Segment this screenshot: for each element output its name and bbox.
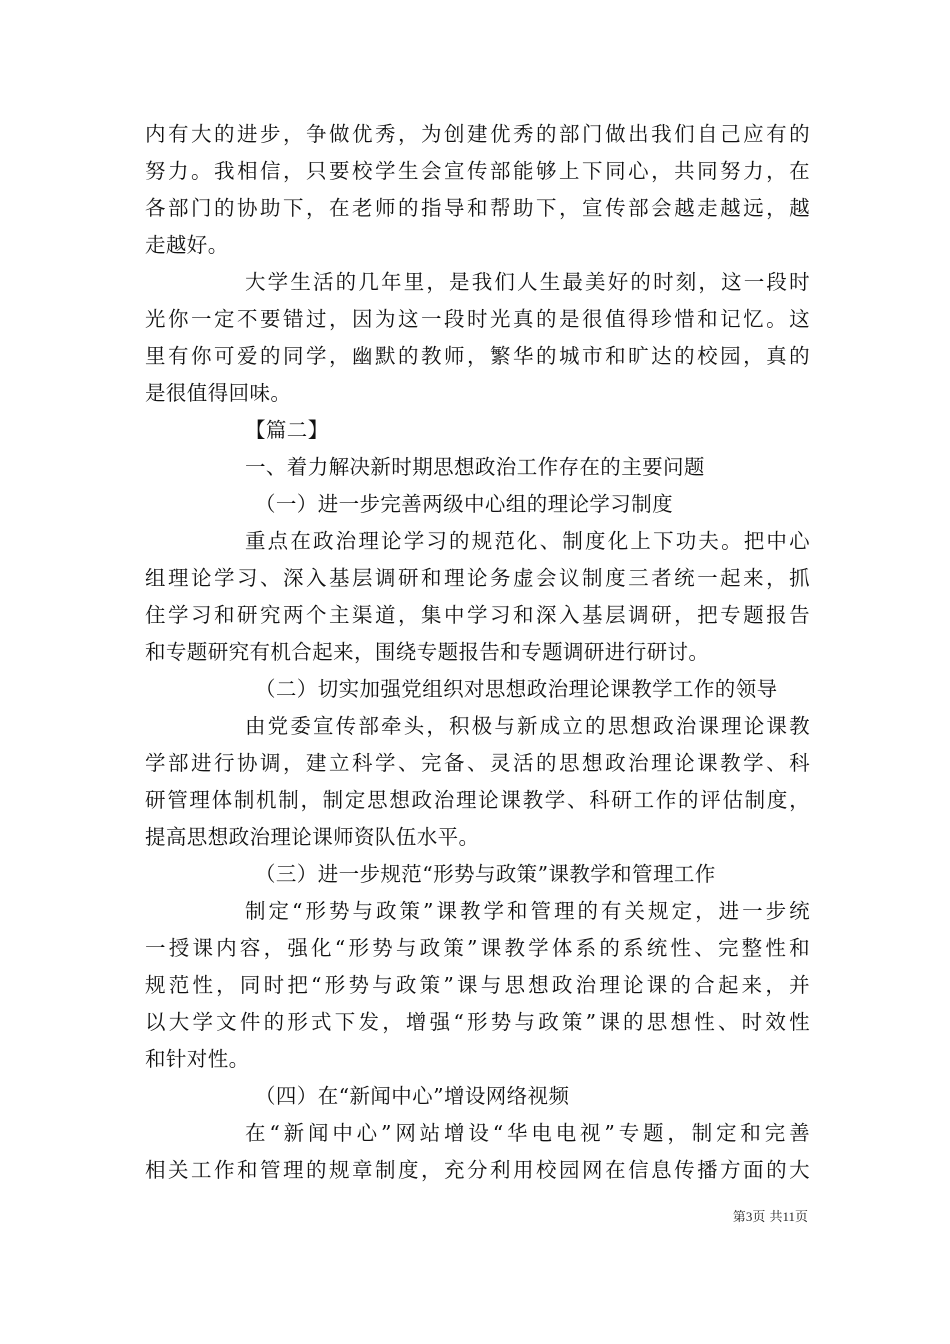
text-line: 由党委宣传部牵头，积极与新成立的思想政治课理论课教 bbox=[245, 714, 810, 738]
page-number-footer bbox=[733, 1208, 808, 1227]
text-line: 内有大的进步，争做优秀，为创建优秀的部门做出我们自己应有的 bbox=[145, 122, 810, 146]
text-line: 学部进行协调，建立科学、完备、灵活的思想政治理论课教学、科 bbox=[145, 751, 810, 775]
text-line: 努力。我相信，只要校学生会宣传部能够上下同心，共同努力，在 bbox=[145, 159, 810, 183]
text-line: 光你一定不要错过，因为这一段时光真的是很值得珍惜和记忆。这 bbox=[145, 307, 810, 331]
text-line: 各部门的协助下，在老师的指导和帮助下，宣传部会越走越远，越 bbox=[145, 196, 810, 220]
text-line: 大学生活的几年里，是我们人生最美好的时刻，这一段时 bbox=[245, 270, 810, 294]
paragraph-3 bbox=[145, 523, 810, 671]
subheading-4: （四）在“新闻中心”增设网络视频 bbox=[255, 1084, 570, 1108]
text-line: 提高思想政治理论课师资队伍水平。 bbox=[145, 825, 480, 849]
text-line: 住学习和研究两个主渠道，集中学习和深入基层调研，把专题报告 bbox=[145, 603, 810, 627]
text-line: 规范性，同时把“形势与政策”课与思想政治理论课的合起来，并 bbox=[145, 973, 810, 997]
text-line: 制定“形势与政策”课教学和管理的有关规定，进一步统 bbox=[245, 899, 810, 923]
text-line: 在“新闻中心”网站增设“华电电视”专题，制定和完善 bbox=[245, 1121, 810, 1145]
paragraph-1 bbox=[145, 116, 810, 264]
footer-suffix: 页 bbox=[794, 1210, 808, 1225]
subheading-3: （三）进一步规范“形势与政策”课教学和管理工作 bbox=[255, 862, 716, 886]
text-line: 一授课内容，强化“形势与政策”课教学体系的系统性、完整性和 bbox=[145, 936, 810, 960]
text-line: 相关工作和管理的规章制度，充分利用校园网在信息传播方面的大 bbox=[145, 1158, 810, 1182]
subheading-2: （二）切实加强党组织对思想政治理论课教学工作的领导 bbox=[255, 677, 778, 701]
section-title: 【篇二】 bbox=[245, 418, 329, 442]
text-line: 是很值得回味。 bbox=[145, 381, 292, 405]
footer-prefix: 第 bbox=[732, 1210, 746, 1225]
text-line: 和专题研究有机合起来，围绕专题报告和专题调研进行研讨。 bbox=[145, 640, 710, 664]
paragraph-4 bbox=[145, 708, 810, 856]
paragraph-5 bbox=[145, 893, 810, 1078]
heading-level-1: 一、着力解决新时期思想政治工作存在的主要问题 bbox=[245, 455, 705, 479]
subheading-1: （一）进一步完善两级中心组的理论学习制度 bbox=[255, 492, 673, 516]
text-line: 重点在政治理论学习的规范化、制度化上下功夫。把中心 bbox=[245, 529, 810, 553]
text-line: 和针对性。 bbox=[145, 1047, 250, 1071]
footer-middle: 页 共 bbox=[752, 1210, 783, 1225]
total-page-count: 11 bbox=[782, 1209, 795, 1224]
document-body bbox=[145, 116, 810, 1189]
paragraph-2 bbox=[145, 264, 810, 412]
text-line: 研管理体制机制，制定思想政治理论课教学、科研工作的评估制度， bbox=[145, 788, 810, 812]
text-line: 组理论学习、深入基层调研和理论务虚会议制度三者统一起来，抓 bbox=[145, 566, 810, 590]
current-page-number: 3 bbox=[745, 1209, 753, 1224]
paragraph-6 bbox=[145, 1115, 810, 1189]
text-line: 走越好。 bbox=[145, 233, 229, 257]
text-line: 以大学文件的形式下发，增强“形势与政策”课的思想性、时效性 bbox=[145, 1010, 810, 1034]
text-line: 里有你可爱的同学，幽默的教师，繁华的城市和旷达的校园，真的 bbox=[145, 344, 810, 368]
